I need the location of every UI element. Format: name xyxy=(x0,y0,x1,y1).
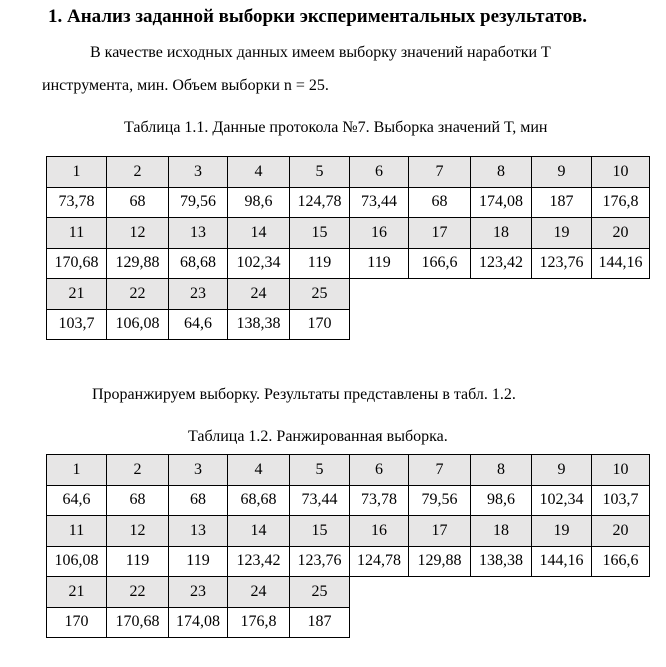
empty-cell xyxy=(409,577,471,608)
intro-line-2: инструмента, мин. Объем выборки n = 25. xyxy=(42,77,329,94)
value-cell: 106,08 xyxy=(47,546,107,577)
value-cell: 129,88 xyxy=(409,546,471,577)
value-cell: 98,6 xyxy=(228,187,290,218)
empty-cell xyxy=(592,607,650,638)
index-cell: 21 xyxy=(47,279,107,310)
index-cell: 6 xyxy=(350,157,409,188)
index-cell: 3 xyxy=(169,455,228,486)
empty-cell xyxy=(350,577,409,608)
value-cell: 166,6 xyxy=(592,546,650,577)
index-cell: 9 xyxy=(532,157,592,188)
value-cell: 68 xyxy=(169,485,228,516)
index-cell: 23 xyxy=(169,279,228,310)
empty-cell xyxy=(409,279,471,310)
table-index-row xyxy=(47,516,650,547)
index-cell: 12 xyxy=(107,218,169,249)
value-cell: 170 xyxy=(47,607,107,638)
index-cell: 3 xyxy=(169,157,228,188)
index-cell: 12 xyxy=(107,516,169,547)
value-cell: 123,42 xyxy=(228,546,290,577)
index-cell: 18 xyxy=(471,218,532,249)
value-cell: 170,68 xyxy=(107,607,169,638)
value-cell: 174,08 xyxy=(169,607,228,638)
value-cell: 129,88 xyxy=(107,248,169,279)
value-cell: 176,8 xyxy=(592,187,650,218)
index-cell: 15 xyxy=(290,516,350,547)
index-cell: 2 xyxy=(107,157,169,188)
value-cell: 73,44 xyxy=(290,485,350,516)
value-cell: 103,7 xyxy=(47,309,107,340)
index-cell: 24 xyxy=(228,279,290,310)
value-cell: 68 xyxy=(409,187,471,218)
index-cell: 8 xyxy=(471,455,532,486)
table-value-row xyxy=(47,187,650,218)
value-cell: 79,56 xyxy=(409,485,471,516)
index-cell: 9 xyxy=(532,455,592,486)
value-cell: 138,38 xyxy=(471,546,532,577)
table-index-row xyxy=(47,455,650,486)
index-cell: 4 xyxy=(228,157,290,188)
empty-cell xyxy=(409,309,471,340)
index-cell: 14 xyxy=(228,516,290,547)
empty-cell xyxy=(471,607,532,638)
index-cell: 8 xyxy=(471,157,532,188)
table-index-row xyxy=(47,577,650,608)
value-cell: 103,7 xyxy=(592,485,650,516)
index-cell: 19 xyxy=(532,516,592,547)
empty-cell xyxy=(471,279,532,310)
index-cell: 11 xyxy=(47,516,107,547)
index-cell: 7 xyxy=(409,455,471,486)
value-cell: 102,34 xyxy=(532,485,592,516)
empty-cell xyxy=(592,309,650,340)
empty-cell xyxy=(532,577,592,608)
value-cell: 68 xyxy=(107,485,169,516)
index-cell: 15 xyxy=(290,218,350,249)
value-cell: 123,76 xyxy=(532,248,592,279)
value-cell: 68,68 xyxy=(169,248,228,279)
index-cell: 25 xyxy=(290,577,350,608)
value-cell: 68 xyxy=(107,187,169,218)
index-cell: 14 xyxy=(228,218,290,249)
index-cell: 17 xyxy=(409,218,471,249)
value-cell: 64,6 xyxy=(47,485,107,516)
index-cell: 1 xyxy=(47,455,107,486)
table1-caption: Таблица 1.1. Данные протокола №7. Выборка значений Т, мин xyxy=(124,119,548,136)
table2-caption: Таблица 1.2. Ранжированная выборка. xyxy=(188,428,448,445)
index-cell: 2 xyxy=(107,455,169,486)
value-cell: 170 xyxy=(290,309,350,340)
empty-cell xyxy=(532,279,592,310)
empty-cell xyxy=(409,607,471,638)
index-cell: 4 xyxy=(228,455,290,486)
index-cell: 16 xyxy=(350,218,409,249)
empty-cell xyxy=(350,309,409,340)
value-cell: 98,6 xyxy=(471,485,532,516)
empty-cell xyxy=(471,577,532,608)
ranked-table xyxy=(46,454,650,638)
value-cell: 187 xyxy=(532,187,592,218)
index-cell: 20 xyxy=(592,516,650,547)
value-cell: 119 xyxy=(350,248,409,279)
index-cell: 22 xyxy=(107,577,169,608)
value-cell: 176,8 xyxy=(228,607,290,638)
empty-cell xyxy=(592,279,650,310)
value-cell: 187 xyxy=(290,607,350,638)
value-cell: 102,34 xyxy=(228,248,290,279)
index-cell: 7 xyxy=(409,157,471,188)
empty-cell xyxy=(350,607,409,638)
value-cell: 73,44 xyxy=(350,187,409,218)
value-cell: 124,78 xyxy=(290,187,350,218)
value-cell: 79,56 xyxy=(169,187,228,218)
value-cell: 123,42 xyxy=(471,248,532,279)
sample-table xyxy=(46,156,650,340)
value-cell: 144,16 xyxy=(592,248,650,279)
value-cell: 170,68 xyxy=(47,248,107,279)
value-cell: 124,78 xyxy=(350,546,409,577)
value-cell: 119 xyxy=(107,546,169,577)
table-index-row xyxy=(47,157,650,188)
value-cell: 73,78 xyxy=(350,485,409,516)
intro-line-1: В качестве исходных данных имеем выборку значений наработки Т xyxy=(90,44,551,61)
index-cell: 21 xyxy=(47,577,107,608)
index-cell: 20 xyxy=(592,218,650,249)
value-cell: 174,08 xyxy=(471,187,532,218)
value-cell: 106,08 xyxy=(107,309,169,340)
index-cell: 25 xyxy=(290,279,350,310)
value-cell: 144,16 xyxy=(532,546,592,577)
empty-cell xyxy=(350,279,409,310)
empty-cell xyxy=(532,607,592,638)
value-cell: 123,76 xyxy=(290,546,350,577)
index-cell: 24 xyxy=(228,577,290,608)
index-cell: 16 xyxy=(350,516,409,547)
table-value-row xyxy=(47,607,650,638)
table-index-row xyxy=(47,218,650,249)
index-cell: 11 xyxy=(47,218,107,249)
table-value-row xyxy=(47,248,650,279)
empty-cell xyxy=(592,577,650,608)
index-cell: 10 xyxy=(592,157,650,188)
value-cell: 119 xyxy=(290,248,350,279)
index-cell: 10 xyxy=(592,455,650,486)
table-value-row xyxy=(47,309,650,340)
index-cell: 22 xyxy=(107,279,169,310)
table-value-row xyxy=(47,546,650,577)
index-cell: 5 xyxy=(290,455,350,486)
index-cell: 13 xyxy=(169,218,228,249)
index-cell: 17 xyxy=(409,516,471,547)
empty-cell xyxy=(532,309,592,340)
table-index-row xyxy=(47,279,650,310)
value-cell: 138,38 xyxy=(228,309,290,340)
ranking-text: Проранжируем выборку. Результаты представлены в табл. 1.2. xyxy=(92,386,516,403)
section-heading: 1. Анализ заданной выборки экспериментальных результатов. xyxy=(48,6,587,27)
value-cell: 73,78 xyxy=(47,187,107,218)
empty-cell xyxy=(471,309,532,340)
value-cell: 166,6 xyxy=(409,248,471,279)
table-value-row xyxy=(47,485,650,516)
index-cell: 6 xyxy=(350,455,409,486)
value-cell: 68,68 xyxy=(228,485,290,516)
index-cell: 19 xyxy=(532,218,592,249)
index-cell: 13 xyxy=(169,516,228,547)
index-cell: 5 xyxy=(290,157,350,188)
value-cell: 119 xyxy=(169,546,228,577)
index-cell: 18 xyxy=(471,516,532,547)
value-cell: 64,6 xyxy=(169,309,228,340)
index-cell: 1 xyxy=(47,157,107,188)
index-cell: 23 xyxy=(169,577,228,608)
